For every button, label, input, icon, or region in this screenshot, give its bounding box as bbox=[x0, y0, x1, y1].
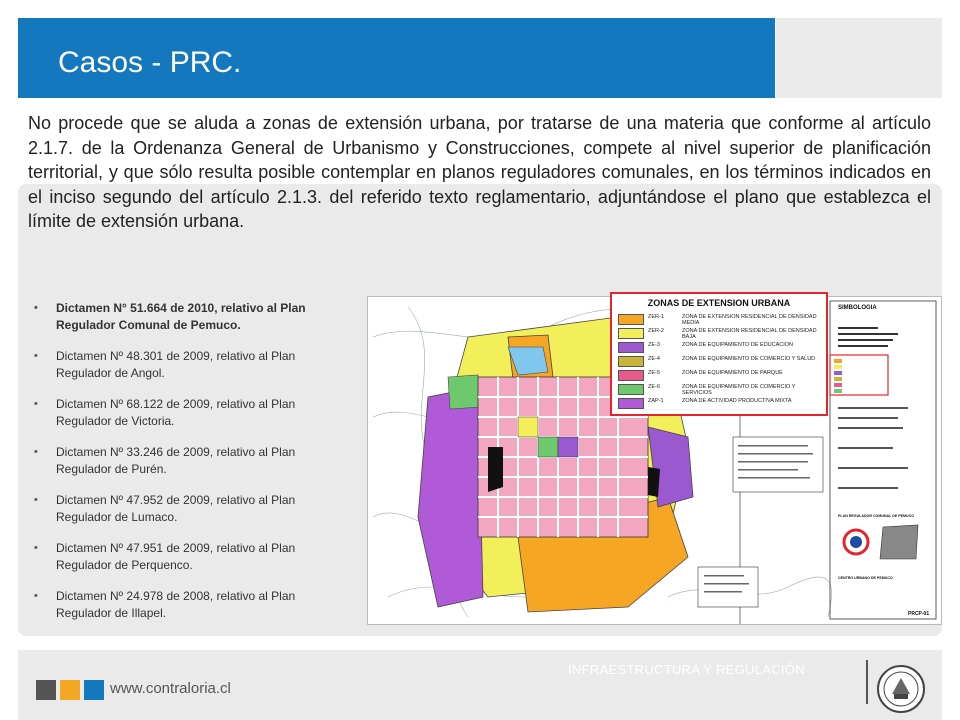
legend-code: ZE-5 bbox=[648, 370, 660, 376]
slide-body-text: No procede que se aluda a zonas de extensión urbana, por tratarse de una materia que conforme al artículo 2.1.7. de la Ordenanza General de Urbanismo y Construcciones, compete al nivel superior de planificación territorial, y que sólo resulta posible contemplar en planos reguladores comunales, en los términos indicados en el inciso segundo del artículo 2.1.3. del referido texto reglamentario, adjuntándose el plano que establezca el límite de extensión urbana. bbox=[28, 113, 931, 231]
legend-swatch bbox=[618, 314, 644, 325]
legend-name: ZONA DE EXTENSION RESIDENCIAL DE DENSIDAD BAJA bbox=[682, 328, 817, 340]
footer-square-blue bbox=[84, 680, 104, 700]
legend-code: ZAP-1 bbox=[648, 398, 664, 404]
legend-row bbox=[618, 312, 822, 325]
list-item: • Dictamen Nº 47.951 de 2009, relativo al Plan Regulador de Perquenco. bbox=[30, 540, 330, 573]
legend-code: ZE-3 bbox=[648, 342, 660, 348]
contraloria-seal-icon bbox=[876, 664, 926, 714]
title-bar-accent bbox=[776, 18, 942, 98]
zone-legend bbox=[610, 292, 828, 416]
legend-row bbox=[618, 354, 822, 367]
legend-row bbox=[618, 382, 822, 395]
footer-divider bbox=[866, 660, 868, 704]
legend-title: ZONAS DE EXTENSION URBANA bbox=[647, 298, 791, 308]
list-item: • Dictamen Nº 48.301 de 2009, relativo al Plan Regulador de Angol. bbox=[30, 348, 330, 381]
legend-row bbox=[618, 396, 822, 409]
legend-code: ZE-4 bbox=[648, 356, 660, 362]
sheet-number: PRCP-01 bbox=[908, 611, 930, 617]
legend-swatch bbox=[618, 356, 644, 367]
list-item: • Dictamen N° 51.664 de 2010, relativo al Plan Regulador Comunal de Pemuco. bbox=[30, 300, 330, 333]
center-label: CENTRO URBANO DE PEMUCO bbox=[838, 576, 893, 580]
footer-section-label: INFRAESTRUCTURA Y REGULACIÓN bbox=[568, 662, 805, 677]
legend-swatch bbox=[618, 398, 644, 409]
plan-title: PLAN REGULADOR COMUNAL DE PEMUCO bbox=[838, 514, 915, 518]
legend-name: ZONA DE EQUIPAMIENTO DE COMERCIO Y SALUD bbox=[682, 356, 816, 362]
list-item: • Dictamen Nº 33.246 de 2009, relativo al Plan Regulador de Purén. bbox=[30, 444, 330, 477]
legend-code: ZER-1 bbox=[648, 314, 664, 320]
legend-row bbox=[618, 368, 822, 381]
legend-name: ZONA DE EXTENSION RESIDENCIAL DE DENSIDAD MEDIA bbox=[682, 314, 817, 326]
dictamen-list bbox=[30, 300, 330, 636]
legend-swatch bbox=[618, 328, 644, 339]
slide-title: Casos - PRC. bbox=[58, 46, 242, 79]
legend-swatch bbox=[618, 342, 644, 353]
legend-code: ZER-2 bbox=[648, 328, 664, 334]
legend-row bbox=[618, 326, 822, 339]
legend-name: ZONA DE EQUIPAMIENTO DE EDUCACION bbox=[682, 342, 794, 348]
side-title: SIMBOLOGIA bbox=[838, 305, 877, 311]
footer-square-gray bbox=[36, 680, 56, 700]
legend-name: ZONA DE EQUIPAMIENTO DE COMERCIO Y SERVICIOS bbox=[682, 384, 796, 396]
legend-name: ZONA DE EQUIPAMIENTO DE PARQUE bbox=[682, 370, 783, 376]
legend-swatch bbox=[618, 370, 644, 381]
legend-code: ZE-6 bbox=[648, 384, 660, 390]
footer-square-orange bbox=[60, 680, 80, 700]
legend-name: ZONA DE ACTIVIDAD PRODUCTIVA MIXTA bbox=[682, 398, 792, 404]
footer-url[interactable]: www.contraloria.cl bbox=[110, 680, 231, 697]
legend-swatch bbox=[618, 384, 644, 395]
list-item: • Dictamen Nº 68.122 de 2009, relativo al Plan Regulador de Victoria. bbox=[30, 396, 330, 429]
list-item: • Dictamen Nº 47.952 de 2009, relativo al Plan Regulador de Lumaco. bbox=[30, 492, 330, 525]
list-item: • Dictamen Nº 24.978 de 2008, relativo al Plan Regulador de Illapel. bbox=[30, 588, 330, 621]
legend-row bbox=[618, 340, 822, 353]
